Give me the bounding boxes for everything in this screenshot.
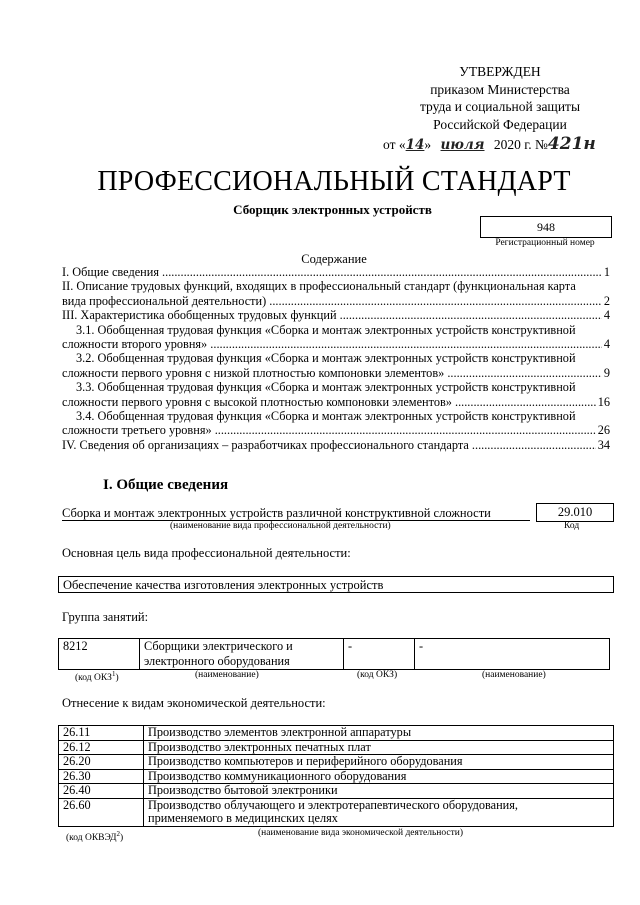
okved-name-cell: Производство компьютеров и периферийного оборудования — [144, 755, 614, 770]
toc-item[interactable] — [62, 337, 610, 351]
order-month: июля — [440, 137, 485, 153]
activity-kind: Сборка и монтаж электронных устройств различной конструктивной сложности — [62, 506, 491, 520]
toc-item[interactable] — [62, 395, 610, 409]
table-row — [59, 798, 614, 826]
okved-code-cell: 26.20 — [59, 755, 144, 770]
toc-item-label: сложности второго уровня» ..... — [62, 337, 602, 351]
okz-name-caption: (наименование) — [195, 670, 259, 680]
toc-item-label: III. Характеристика обобщенных трудовых функций ..... — [62, 308, 602, 322]
toc-item-label: сложности третьего уровня» ..... — [62, 423, 596, 437]
toc-item[interactable]: 3.4. Обобщенная трудовая функция «Сборка и монтаж электронных устройств конструктивной — [76, 409, 576, 424]
okved-name-line: применяемого в медицинских целях — [148, 811, 338, 825]
approval-status: УТВЕРЖДЕН — [459, 64, 541, 79]
okz-name-caption-2: (наименование) — [482, 670, 546, 680]
registration-number-label: Регистрационный номер — [495, 238, 595, 248]
okved-name-cell: Производство элементов электронной аппаратуры — [144, 726, 614, 741]
okz-code-cell-2: - — [344, 639, 415, 670]
okz-code-caption: (код ОКЗ$^1$) — [75, 670, 119, 684]
okz-code-caption-2: (код ОКЗ) — [357, 670, 398, 680]
toc-item[interactable] — [62, 308, 610, 322]
toc-item-page: 16 — [597, 394, 610, 409]
goal-box: Обеспечение качества изготовления электронных устройств — [58, 576, 614, 593]
order-mid: » — [424, 137, 435, 152]
toc-item-label: сложности первого уровня с высокой плотностью компоновки элементов» ..... — [62, 395, 596, 409]
order-number: 421н — [547, 134, 596, 154]
toc-item[interactable]: 3.2. Обобщенная трудовая функция «Сборка и монтаж электронных устройств конструктивной — [76, 351, 576, 366]
toc-item-label: вида профессиональной деятельности) ..... — [62, 294, 602, 308]
toc-item[interactable] — [62, 366, 610, 380]
goal-heading: Основная цель вида профессиональной деятельности: — [62, 546, 351, 560]
approval-block — [385, 63, 615, 133]
okz-name-line: Сборщики электрического и — [144, 639, 293, 653]
okved-code-cell: 26.11 — [59, 726, 144, 741]
order-prefix: от « — [383, 137, 406, 152]
okved-code-cell: 26.30 — [59, 769, 144, 784]
toc-item-page: 4 — [603, 308, 610, 323]
okz-name-line: электронного оборудования — [144, 654, 290, 668]
okved-code-cell: 26.12 — [59, 740, 144, 755]
okved-name-line: Производство облучающего и электротерапевтического оборудования, — [148, 797, 518, 812]
toc-item-page: 1 — [603, 265, 610, 279]
okved-code-cell: 26.60 — [59, 798, 144, 826]
okved-table — [58, 725, 614, 827]
toc-item[interactable] — [62, 423, 610, 437]
toc-item[interactable] — [62, 294, 610, 308]
toc-item-label: I. Общие сведения ..... — [62, 265, 602, 279]
table-row — [59, 726, 614, 741]
toc-item-label: IV. Сведения об организациях – разработчиках профессионального стандарта ..... — [62, 438, 596, 452]
table-row — [59, 769, 614, 784]
okved-heading: Отнесение к видам экономической деятельности: — [62, 696, 326, 710]
okved-name-caption: (наименование вида экономической деятельности) — [258, 828, 463, 838]
approval-line: Российской Федерации — [433, 116, 567, 132]
table-row — [59, 755, 614, 770]
okved-name-cell: Производство бытовой электроники — [144, 784, 614, 799]
toc-item[interactable]: 3.3. Обобщенная трудовая функция «Сборка и монтаж электронных устройств конструктивной — [76, 380, 576, 395]
toc-item-page: 26 — [597, 423, 610, 438]
order-day: 14 — [405, 137, 425, 153]
toc-item[interactable] — [62, 265, 610, 279]
toc-item-page: 34 — [597, 437, 610, 452]
table-row — [59, 740, 614, 755]
occupation-group-heading: Группа занятий: — [62, 610, 149, 624]
okz-name-cell-2: - — [415, 639, 610, 670]
okved-name-cell: Производство электронных печатных плат — [144, 740, 614, 755]
okved-name-cell: Производство коммуникационного оборудования — [144, 769, 614, 784]
document-subtitle: Сборщик электронных устройств — [233, 202, 432, 217]
toc-item-page: 9 — [603, 365, 610, 380]
registration-number-box: 948 — [480, 216, 612, 238]
toc-item-page: 4 — [603, 337, 610, 352]
document-title: ПРОФЕССИОНАЛЬНЫЙ СТАНДАРТ — [97, 166, 571, 197]
toc-item[interactable]: 3.1. Обобщенная трудовая функция «Сборка и монтаж электронных устройств конструктивной — [76, 322, 576, 337]
toc-item[interactable] — [62, 438, 610, 452]
order-date-line — [383, 134, 596, 154]
order-year: 2020 г. № — [490, 137, 548, 152]
okved-name-cell — [144, 798, 614, 826]
approval-line: приказом Министерства — [430, 81, 570, 97]
toc-item[interactable]: II. Описание трудовых функций, входящих в профессиональный стандарт (функциональная карта — [62, 279, 576, 294]
toc-item-label: сложности первого уровня с низкой плотностью компоновки элементов» ..... — [62, 366, 602, 380]
activity-kind-caption: (наименование вида профессиональной деятельности) — [170, 521, 391, 531]
table-of-contents — [62, 265, 610, 452]
okved-code-caption: (код ОКВЭД$^2$) — [66, 830, 124, 844]
table-row — [59, 639, 610, 670]
table-row — [59, 784, 614, 799]
okz-name-cell — [140, 639, 344, 670]
occupation-group-table — [58, 638, 610, 670]
activity-code-box: 29.010 — [536, 503, 614, 522]
approval-line: труда и социальной защиты — [419, 99, 581, 114]
activity-code-caption: Код — [564, 521, 580, 531]
toc-heading: Содержание — [301, 252, 367, 266]
okved-code-cell: 26.40 — [59, 784, 144, 799]
toc-item-page: 2 — [603, 293, 610, 308]
okz-code-cell: 8212 — [59, 639, 140, 670]
section-heading: I. Общие сведения — [103, 477, 229, 493]
